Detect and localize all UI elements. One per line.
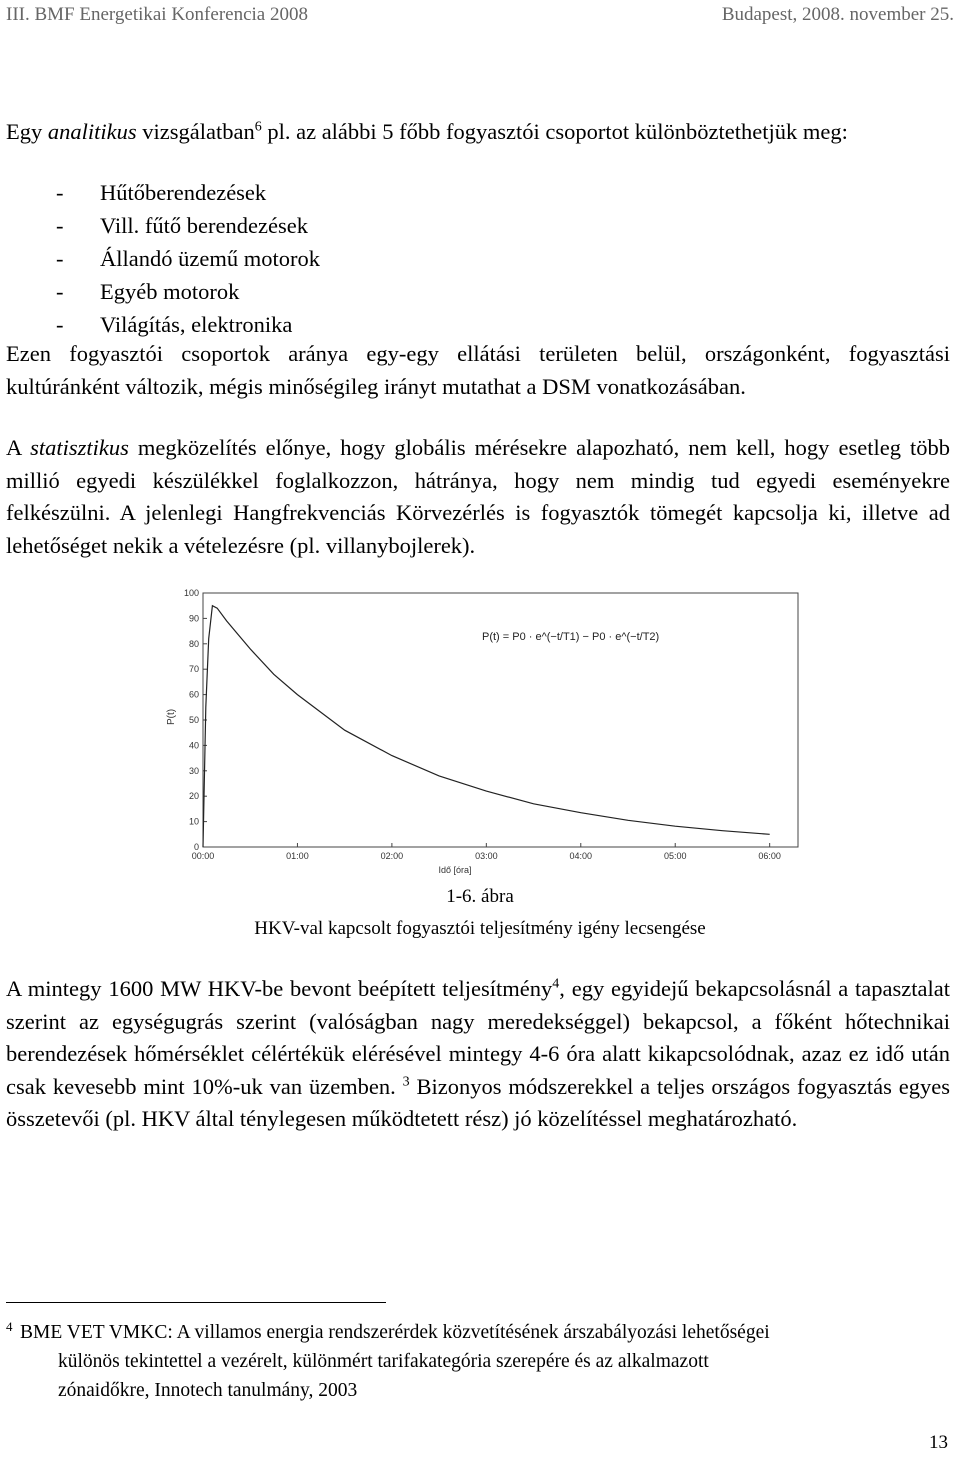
list-item-label: Világítás, elektronika: [100, 312, 293, 337]
list-dash: -: [56, 213, 64, 238]
page-header: [0, 0, 960, 30]
x-axis-label: Idő [óra]: [438, 865, 472, 875]
list-item-label: Hűtőberendezések: [100, 180, 267, 205]
y-tick-label: 0: [193, 842, 199, 852]
para2-italic: statisztikus: [30, 435, 129, 460]
list-item-label: Egyéb motorok: [100, 279, 240, 304]
list-dash: -: [56, 246, 64, 271]
paragraph-consumer-groups: Ezen fogyasztói csoportok aránya egy-egy ellátási területen belül, országonként, fogyasztási kultúránként változik, mégis minőségileg irányt mutathat a DSM vonatkozásában.: [6, 341, 950, 399]
y-tick-label: 30: [188, 765, 199, 776]
x-tick-label: 03:00: [475, 851, 498, 861]
y-tick-label: 100: [183, 588, 199, 598]
y-axis-label: P(t): [166, 708, 177, 725]
para3-text-3: Bizonyos módszerekkel a teljes országos fogyasztás egyes összetevői (pl. HKV által ténylegesen működtetett rész) jó közelítéssel meghatározható.: [6, 1073, 950, 1131]
y-tick-label: 10: [188, 816, 199, 827]
list-item-label: Vill. fűtő berendezések: [100, 213, 308, 238]
y-tick-label: 40: [188, 740, 199, 751]
para2-text-2: megközelítés előnye, hogy globális mérésekre alapozható, nem kell, hogy esetleg több millió egyedi készülékkel foglalkozzon, hátránya, hogy nem mindig tud egyedi eseményekre felkészülni. A jelenlegi Hangfrekvenciás Körvezérlés is fogyasztók tömegét kapcsolja ki, illetve ad lehetőséget nekik a vételezésre (pl. villanybojlerek).: [6, 435, 950, 558]
y-tick-label: 90: [188, 613, 199, 624]
list-dash: -: [56, 180, 64, 205]
y-tick-label: 20: [188, 791, 199, 802]
x-tick-label: 00:00: [191, 851, 215, 861]
page-number: 13: [929, 1432, 948, 1453]
y-tick-label: 80: [188, 638, 199, 649]
list-dash: -: [56, 312, 64, 337]
x-tick-label: 02:00: [380, 851, 404, 861]
y-tick-label: 60: [188, 689, 199, 700]
footnote-line-1: BME VET VMKC: A villamos energia rendszerérdek közvetítésének árszabályozási lehetőségei: [20, 1322, 770, 1343]
figure-number: 1-6. ábra: [446, 886, 514, 907]
figure-caption: HKV-val kapcsolt fogyasztói teljesítmény igény lecsengése: [254, 918, 706, 939]
x-tick-label: 06:00: [758, 851, 781, 861]
list-dash: -: [56, 279, 64, 304]
footnote-line-3: zónaidőkre, Innotech tanulmány, 2003: [58, 1380, 358, 1401]
intro-text-2: vizsgálatban: [136, 119, 255, 144]
footnote-ref-6: 6: [254, 119, 262, 135]
footnote-4: [6, 1318, 950, 1405]
intro-text-1: Egy: [6, 119, 48, 144]
header-conference: III. BMF Energetikai Konferencia 2008: [6, 4, 308, 25]
para3-text-2: , egy egyidejű bekapcsolásnál a tapasztalat szerint az egységugrás szerint (valóságban nagy meredekséggel) bekapcsol, a főként hőtechnikai berendezések hőmérséklet célértékük elérésével mintegy 4-6 óra alatt kikapcsolódnak, azaz ez idő után csak kevesebb mint 10%-uk van üzemben.: [6, 976, 951, 1099]
footnote-line-2: különös tekintettel a vezérelt, különmért tarifakategória szerepére és az alkalmazott: [58, 1351, 709, 1372]
paragraph-hkv: [6, 973, 950, 1136]
paragraph-statistical: [6, 432, 950, 562]
list-item: [6, 242, 320, 275]
footnote-ref-4: 4: [552, 976, 560, 992]
header-date: Budapest, 2008. november 25.: [721, 4, 954, 25]
para3-text-1: A mintegy 1600 MW HKV-be bevont beépített teljesítmény: [6, 976, 553, 1001]
intro-text-3: pl. az alábbi 5 főbb fogyasztói csoportot különböztethetjük meg:: [261, 119, 848, 144]
decay-chart: [160, 585, 800, 885]
footnote-number: 4: [6, 1319, 13, 1334]
list-item: [6, 308, 320, 341]
list-item-label: Állandó üzemű motorok: [100, 246, 320, 271]
y-tick-label: 70: [188, 664, 199, 675]
decay-chart-figure: [160, 585, 800, 885]
list-item: [6, 275, 320, 308]
x-tick-label: 01:00: [286, 851, 309, 861]
consumer-group-list: [6, 176, 320, 341]
para2-text-1: A: [6, 435, 31, 460]
intro-paragraph: [6, 116, 950, 149]
list-item: [6, 176, 320, 209]
list-item: [6, 209, 320, 242]
x-tick-label: 05:00: [663, 851, 687, 861]
x-tick-label: 04:00: [569, 851, 593, 861]
footnote-ref-3: 3: [402, 1074, 410, 1089]
footnote-divider: [6, 1302, 386, 1303]
intro-italic: analitikus: [47, 119, 137, 144]
y-tick-label: 50: [188, 715, 199, 725]
formula-label: P(t) = P0 · e^(−t/T1) − P0 · e^(−t/T2): [482, 631, 660, 643]
